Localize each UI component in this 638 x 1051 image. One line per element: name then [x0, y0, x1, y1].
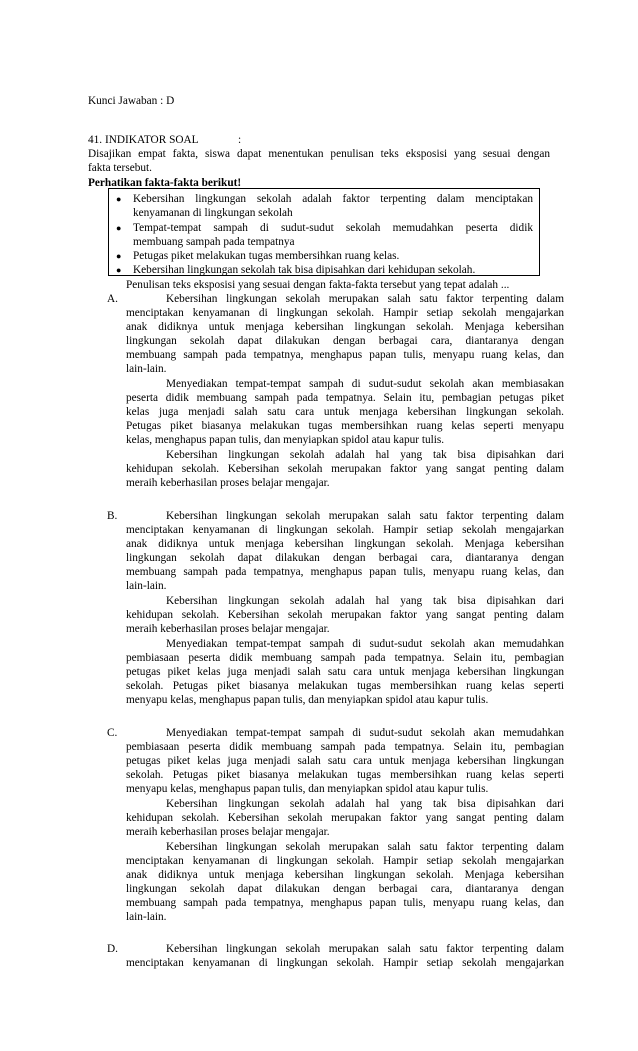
option-line: Kebersihan lingkungan sekolah merupakan salah satu faktor terpenting dalam — [166, 293, 564, 305]
option-line: menciptakan kenyamanan di lingkungan sekolah. Hampir setiap sekolah mengajarkan — [126, 957, 564, 969]
option-line: sekolah. Petugas piket biasanya melakukan tugas membersihkan ruang kelas seperti — [126, 769, 564, 781]
option-line: anak didiknya untuk menjaga kebersihan lingkungan sekolah. Menjaga kebersihan — [126, 321, 564, 333]
intro-line: Disajikan empat fakta, siswa dapat menentukan penulisan teks eksposisi yang sesuai dengan — [88, 148, 550, 160]
answer-key: Kunci Jawaban : D — [88, 95, 175, 107]
bullet-icon: ● — [116, 265, 122, 275]
fact-line: Kebersihan lingkungan sekolah adalah faktor terpenting dalam menciptakan — [133, 193, 533, 205]
indicator-colon: : — [238, 134, 242, 146]
fact-line: kenyamanan di lingkungan sekolah — [133, 207, 293, 219]
bullet-icon: ● — [116, 223, 122, 233]
option-letter: C. — [107, 727, 118, 739]
option-line: membuang sampah pada tempatnya, menghapus papan tulis, menyapu ruang kelas, dan — [126, 566, 564, 578]
option-line: meraih keberhasilan proses belajar mengajar. — [126, 477, 330, 489]
option-line: lain-lain. — [126, 363, 167, 375]
option-line: pembiasaan peserta didik membuang sampah pada tempatnya. Selain itu, pembagian — [126, 652, 564, 664]
option-line: pembiasaan peserta didik membuang sampah pada tempatnya. Selain itu, pembagian — [126, 741, 564, 753]
option-line: Kebersihan lingkungan sekolah merupakan salah satu faktor terpenting dalam — [166, 943, 564, 955]
option-line: kehidupan sekolah. Kebersihan sekolah merupakan faktor yang sangat penting dalam — [126, 609, 564, 621]
fact-line: membuang sampah pada tempatnya — [133, 236, 295, 248]
option-line: lingkungan sekolah dapat dilakukan dengan berbagai cara, diantaranya dengan — [126, 552, 564, 564]
option-line: menciptakan kenyamanan di lingkungan sekolah. Hampir setiap sekolah mengajarkan — [126, 524, 564, 536]
option-line: meraih keberhasilan proses belajar mengajar. — [126, 623, 330, 635]
option-line: kelas juga menjadi salah satu cara untuk menjaga kebersihan lingkungan sekolah. — [126, 406, 564, 418]
option-line: Kebersihan lingkungan sekolah adalah hal yang tak bisa dipisahkan dari — [166, 595, 564, 607]
option-line: Menyediakan tempat-tempat sampah di sudut-sudut sekolah akan memudahkan — [166, 727, 564, 739]
option-line: lingkungan sekolah dapat dilakukan dengan berbagai cara, diantaranya dengan — [126, 883, 564, 895]
option-line: menciptakan kenyamanan di lingkungan sekolah. Hampir setiap sekolah mengajarkan — [126, 855, 564, 867]
bullet-icon: ● — [116, 251, 122, 261]
bullet-icon: ● — [116, 194, 122, 204]
option-line: Petugas piket biasanya melakukan tugas membersihkan ruang kelas seperti menyapu — [126, 420, 564, 432]
indicator-label: 41. INDIKATOR SOAL — [88, 134, 199, 146]
option-line: petugas piket kelas juga menjadi salah satu cara untuk menjaga kebersihan lingkungan — [126, 666, 564, 678]
option-line: lain-lain. — [126, 580, 167, 592]
option-line: Menyediakan tempat-tempat sampah di sudut-sudut sekolah akan membiasakan — [166, 378, 564, 390]
option-line: sekolah. Petugas piket biasanya melakukan tugas membersihkan ruang kelas seperti — [126, 680, 564, 692]
option-line: menciptakan kenyamanan di lingkungan sekolah. Hampir setiap sekolah mengajarkan — [126, 307, 564, 319]
facts-heading: Perhatikan fakta-fakta berikut! — [88, 177, 242, 189]
option-line: Kebersihan lingkungan sekolah merupakan salah satu faktor terpenting dalam — [166, 841, 564, 853]
option-line: petugas piket kelas juga menjadi salah satu cara untuk menjaga kebersihan lingkungan — [126, 755, 564, 767]
option-line: anak didiknya untuk menjaga kebersihan lingkungan sekolah. Menjaga kebersihan — [126, 869, 564, 881]
option-line: menyapu kelas, menghapus papan tulis, dan menyiapkan spidol atau kapur tulis. — [126, 694, 489, 706]
option-letter: D. — [107, 943, 118, 955]
option-line: membuang sampah pada tempatnya, menghapus papan tulis, menyapu ruang kelas, dan — [126, 897, 564, 909]
fact-line: Kebersihan lingkungan sekolah tak bisa dipisahkan dari kehidupan sekolah. — [133, 264, 476, 276]
option-line: kehidupan sekolah. Kebersihan sekolah merupakan faktor yang sangat penting dalam — [126, 812, 564, 824]
intro-line: fakta tersebut. — [88, 162, 152, 174]
option-line: Kebersihan lingkungan sekolah adalah hal yang tak bisa dipisahkan dari — [166, 449, 564, 461]
option-line: lain-lain. — [126, 911, 167, 923]
option-line: kelas, menghapus papan tulis, dan menyiapkan spidol atau kapur tulis. — [126, 434, 445, 446]
option-line: Menyediakan tempat-tempat sampah di sudut-sudut sekolah akan memudahkan — [166, 638, 564, 650]
option-line: meraih keberhasilan proses belajar mengajar. — [126, 826, 330, 838]
option-line: menyapu kelas, menghapus papan tulis, dan menyiapkan spidol atau kapur tulis. — [126, 783, 489, 795]
option-line: Kebersihan lingkungan sekolah merupakan salah satu faktor terpenting dalam — [166, 510, 564, 522]
option-line: lingkungan sekolah dapat dilakukan dengan berbagai cara, diantaranya dengan — [126, 335, 564, 347]
fact-line: Petugas piket melakukan tugas membersihkan ruang kelas. — [133, 250, 400, 262]
option-line: Kebersihan lingkungan sekolah adalah hal yang tak bisa dipisahkan dari — [166, 798, 564, 810]
option-line: anak didiknya untuk menjaga kebersihan lingkungan sekolah. Menjaga kebersihan — [126, 538, 564, 550]
fact-line: Tempat-tempat sampah di sudut-sudut sekolah memudahkan peserta didik — [133, 222, 533, 234]
option-line: peserta didik membuang sampah pada tempatnya. Selain itu, pembagian petugas piket — [126, 392, 564, 404]
option-letter: A. — [107, 293, 118, 305]
question-text: Penulisan teks eksposisi yang sesuai dengan fakta-fakta tersebut yang tepat adalah ... — [126, 279, 510, 291]
option-letter: B. — [107, 510, 118, 522]
option-line: kehidupan sekolah. Kebersihan sekolah merupakan faktor yang sangat penting dalam — [126, 463, 564, 475]
option-line: membuang sampah pada tempatnya, menghapus papan tulis, menyapu ruang kelas, dan — [126, 349, 564, 361]
